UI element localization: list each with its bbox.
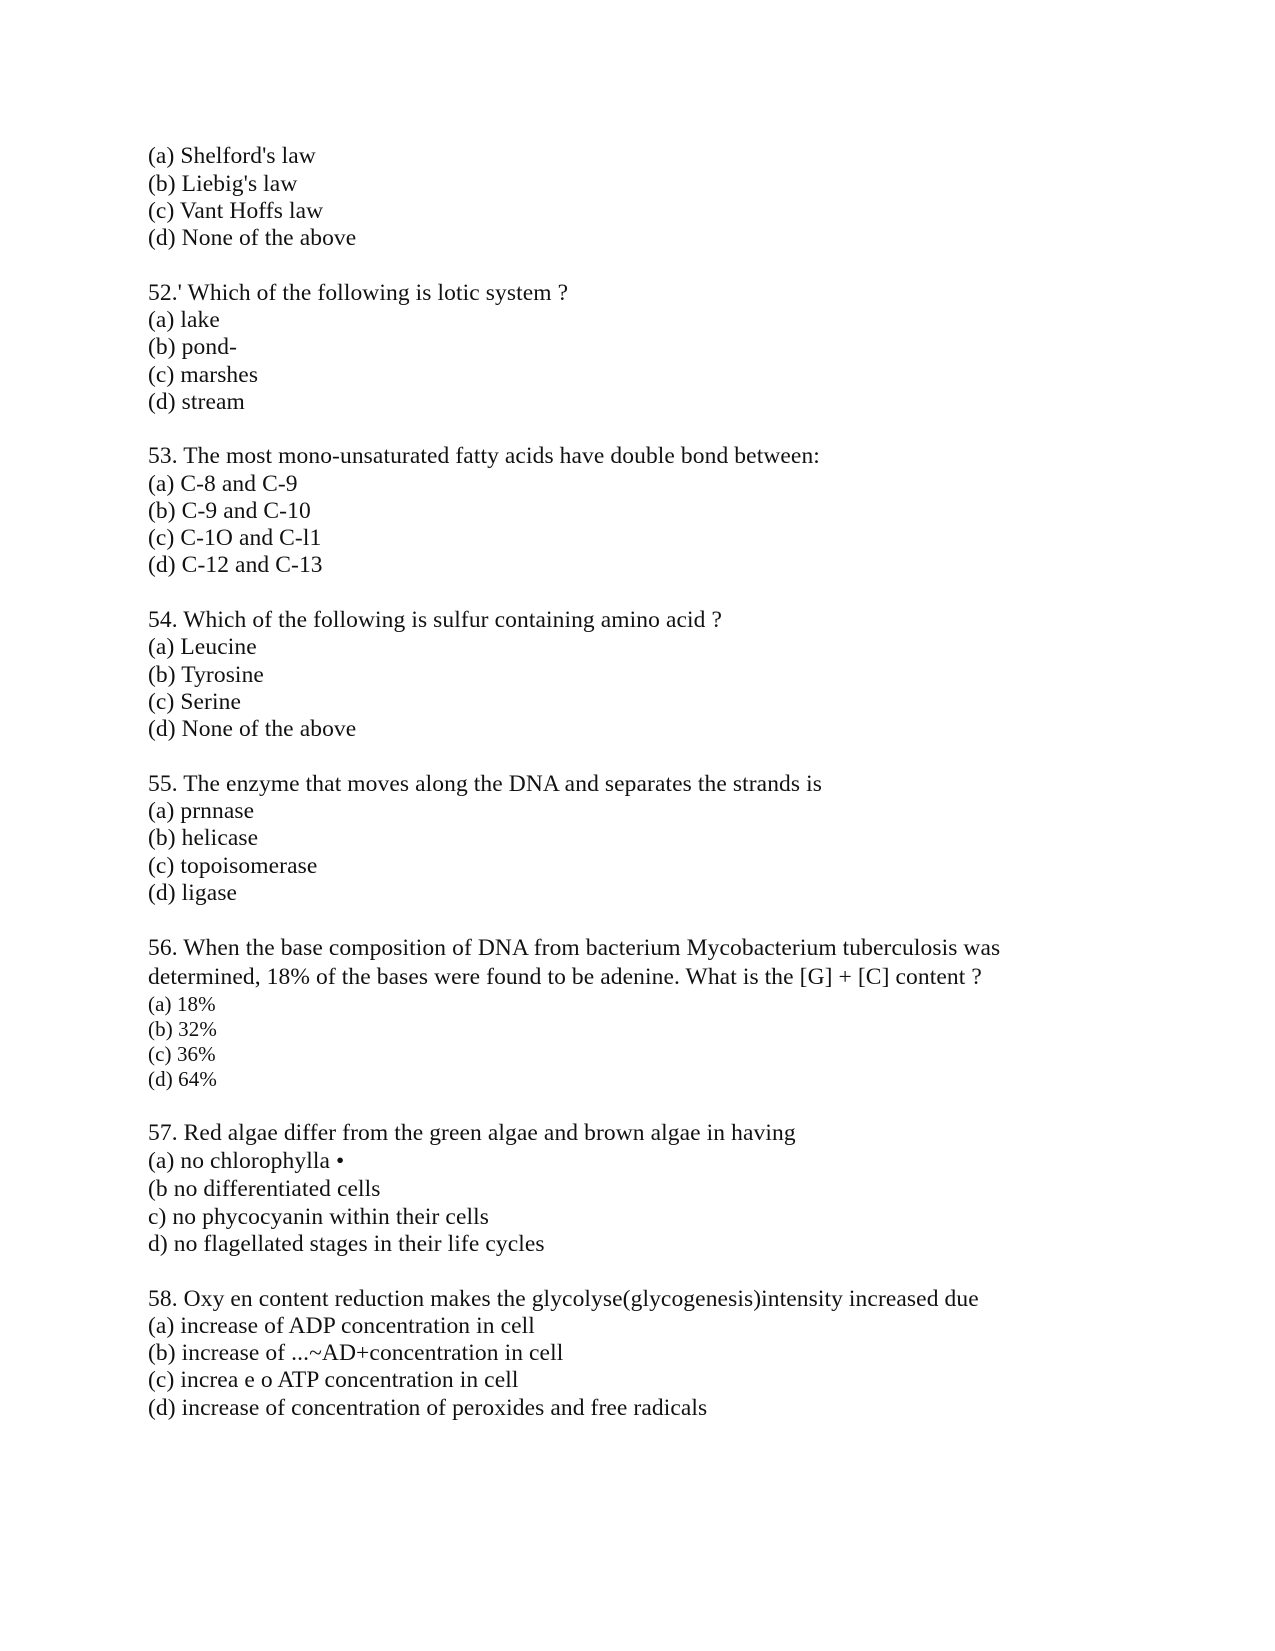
q53-option-a: (a) C-8 and C-9 [148,471,298,497]
q54-option-b: (b) Tyrosine [148,662,264,688]
q53-option-c: (c) C-1O and C-l1 [148,525,322,551]
q57-option-a: (a) no chlorophylla • [148,1148,345,1174]
q51-option-a: (a) Shelford's law [148,143,316,169]
q56-option-d: (d) 64% [148,1067,217,1091]
q55-stem: 55. The enzyme that moves along the DNA and separates the strands is [148,771,822,797]
q52-option-a: (a) lake [148,307,220,333]
q58-option-d: (d) increase of concentration of peroxides and free radicals [148,1395,708,1421]
q57-stem: 57. Red algae differ from the green algae and brown algae in having [148,1120,796,1146]
q54-stem: 54. Which of the following is sulfur containing amino acid ? [148,607,723,633]
q58-option-c: (c) increa e o ATP concentration in cell [148,1367,519,1393]
q51-option-b: (b) Liebig's law [148,171,298,197]
q55-option-b: (b) helicase [148,825,259,851]
q57-option-c: c) no phycocyanin within their cells [148,1204,489,1230]
q53-option-b: (b) C-9 and C-10 [148,498,311,524]
q52-option-d: (d) stream [148,389,245,415]
q51-option-c: (c) Vant Hoffs law [148,198,324,224]
q58-option-b: (b) increase of ...~AD+concentration in cell [148,1340,564,1366]
q56-option-a: (a) 18% [148,992,216,1016]
q54-option-a: (a) Leucine [148,634,257,660]
q52-option-c: (c) marshes [148,362,259,388]
q55-option-c: (c) topoisomerase [148,853,318,879]
q56-option-b: (b) 32% [148,1017,217,1041]
q58-stem: 58. Oxy en content reduction makes the glycolyse(glycogenesis)intensity increased due [148,1286,979,1312]
q53-option-d: (d) C-12 and C-13 [148,552,323,578]
q56-stem-line2: determined, 18% of the bases were found to be adenine. What is the [G] + [C] content ? [148,964,982,990]
q51-option-d: (d) None of the above [148,225,357,251]
q54-option-c: (c) Serine [148,689,241,715]
q58-option-a: (a) increase of ADP concentration in cell [148,1313,535,1339]
q56-stem-line1: 56. When the base composition of DNA from bacterium Mycobacterium tuberculosis was [148,935,1001,961]
q52-stem: 52.' Which of the following is lotic system ? [148,280,569,306]
q55-option-d: (d) ligase [148,880,238,906]
q56-option-c: (c) 36% [148,1042,216,1066]
q57-option-d: d) no flagellated stages in their life cycles [148,1231,545,1257]
q52-option-b: (b) pond- [148,334,238,360]
q54-option-d: (d) None of the above [148,716,357,742]
q53-stem: 53. The most mono-unsaturated fatty acids have double bond between: [148,443,820,469]
q57-option-b: (b no differentiated cells [148,1176,381,1202]
q55-option-a: (a) prnnase [148,798,255,824]
